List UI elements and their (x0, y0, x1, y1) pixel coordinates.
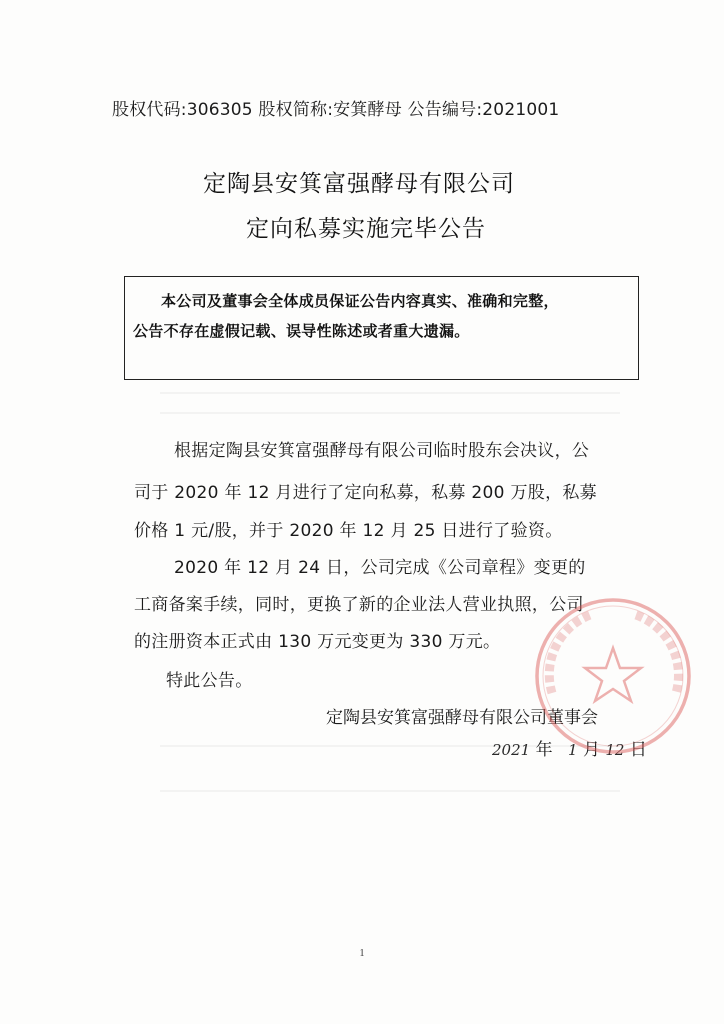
handwritten-month: 1 (568, 741, 578, 759)
stock-info-header: 股权代码:306305 股权简称:安箕酵母 公告编号:2021001 (112, 100, 560, 120)
seal-star-icon (585, 648, 641, 701)
company-seal-stamp (530, 593, 696, 759)
body-paragraph2-line1: 2020 年 12 月 24 日，公司完成《公司章程》变更的 (174, 558, 586, 578)
body-paragraph1-line3: 价格 1 元/股，并于 2020 年 12 月 25 日进行了验资。 (134, 521, 563, 541)
body-paragraph1-line2: 司于 2020 年 12 月进行了定向私募，私募 200 万股，私募 (134, 483, 597, 503)
body-paragraph2-line2: 工商备案手续，同时，更换了新的企业法人营业执照，公司 (134, 595, 584, 615)
body-paragraph1-line1: 根据定陶县安箕富强酵母有限公司临时股东会决议，公 (174, 441, 590, 461)
scan-bleed-artifact (160, 790, 620, 792)
handwritten-day: 12 (605, 741, 625, 759)
month-unit: 月 (582, 740, 600, 760)
disclaimer-box (124, 276, 639, 380)
page-number: 1 (359, 948, 365, 959)
handwritten-year: 2021 (492, 741, 531, 759)
scan-bleed-artifact (160, 412, 620, 414)
scan-bleed-artifact (160, 392, 620, 394)
closing-statement: 特此公告。 (166, 671, 253, 691)
seal-outer-ring (537, 600, 689, 752)
document-title-line1: 定陶县安箕富强酵母有限公司 (203, 171, 515, 197)
disclaimer-line2: 公告不存在虚假记载、误导性陈述或者重大遗漏。 (133, 322, 470, 340)
year-unit: 年 (535, 740, 553, 760)
signer-name: 定陶县安箕富强酵母有限公司董事会 (326, 708, 598, 728)
document-title-line2: 定向私募实施完毕公告 (246, 216, 486, 242)
disclaimer-line1: 本公司及董事会全体成员保证公告内容真实、准确和完整， (161, 292, 559, 310)
body-paragraph2-line3: 的注册资本正式由 130 万元变更为 330 万元。 (134, 632, 501, 652)
day-unit: 日 (629, 740, 647, 760)
